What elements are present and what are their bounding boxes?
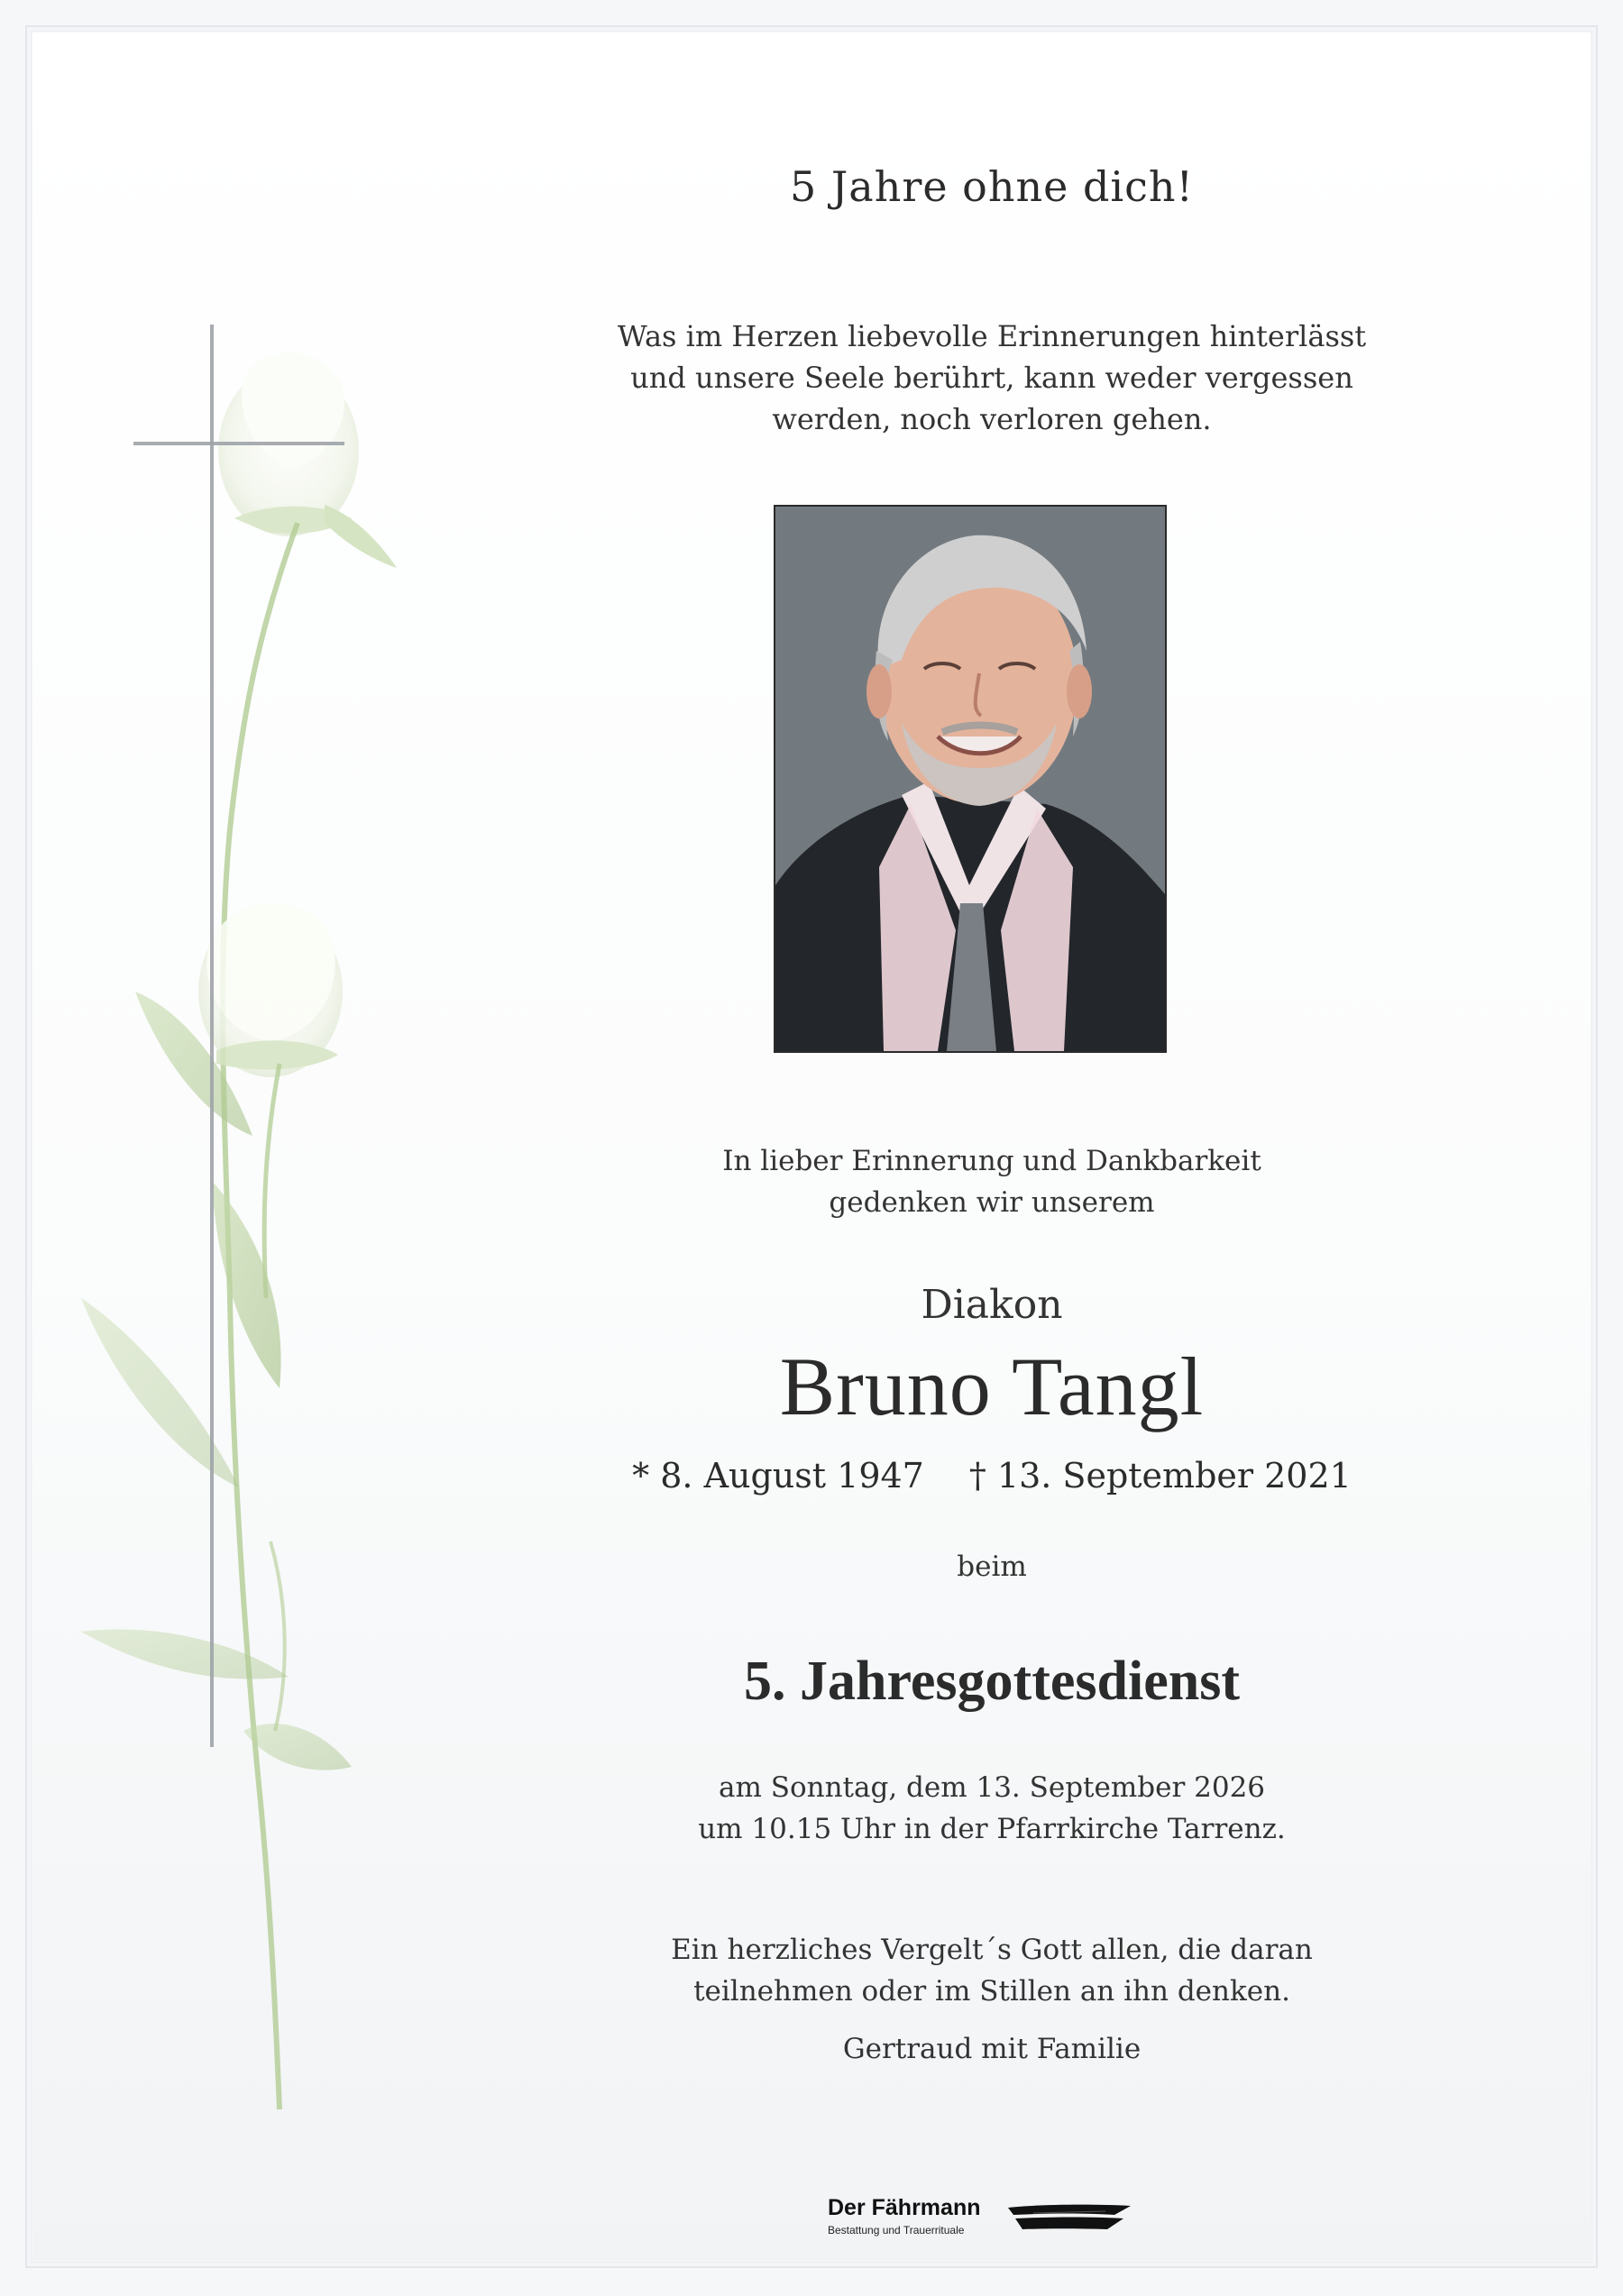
funeral-home-logo xyxy=(828,2195,1134,2249)
poem-line: und unsere Seele berührt, kann weder vergessen xyxy=(630,361,1353,395)
beim-text: beim xyxy=(957,1550,1027,1583)
event-date: am Sonntag, dem 13. September 2026 xyxy=(718,1771,1266,1804)
signature: Gertraud mit Familie xyxy=(842,2033,1142,2065)
memory-line: gedenken wir unserem xyxy=(829,1186,1155,1219)
life-dates xyxy=(532,1456,1452,1496)
event-details xyxy=(532,1767,1452,1850)
boat-icon xyxy=(1006,2202,1132,2235)
rose-decoration xyxy=(81,325,505,2145)
portrait-illustration xyxy=(775,507,1165,1051)
headline: 5 Jahre ohne dich! xyxy=(789,162,1195,211)
cross-icon xyxy=(81,325,505,2145)
logo-name: Der Fährmann xyxy=(828,2195,981,2220)
death-date: † 13. September 2021 xyxy=(968,1456,1352,1496)
memorial-card xyxy=(25,25,1598,2268)
portrait-photo xyxy=(774,505,1167,1053)
thanks-text xyxy=(532,1929,1452,2012)
poem-line: werden, noch verloren gehen. xyxy=(772,402,1212,436)
poem-line: Was im Herzen liebevolle Erinnerungen hinterlässt xyxy=(617,319,1367,353)
deceased-name: Bruno Tangl xyxy=(779,1340,1205,1432)
poem xyxy=(532,316,1452,440)
memory-text xyxy=(532,1140,1452,1223)
thanks-line: Ein herzliches Vergelt´s Gott allen, die daran xyxy=(671,1934,1313,1966)
event-title: 5. Jahresgottesdienst xyxy=(744,1651,1240,1712)
birth-date: * 8. August 1947 xyxy=(632,1456,924,1496)
logo-subtitle: Bestattung und Trauerrituale xyxy=(828,2224,965,2237)
thanks-line: teilnehmen oder im Stillen an ihn denken. xyxy=(693,1975,1290,2008)
memory-line: In lieber Erinnerung und Dankbarkeit xyxy=(722,1145,1261,1177)
event-location: um 10.15 Uhr in der Pfarrkirche Tarrenz. xyxy=(698,1813,1286,1845)
deceased-title: Diakon xyxy=(921,1282,1063,1328)
